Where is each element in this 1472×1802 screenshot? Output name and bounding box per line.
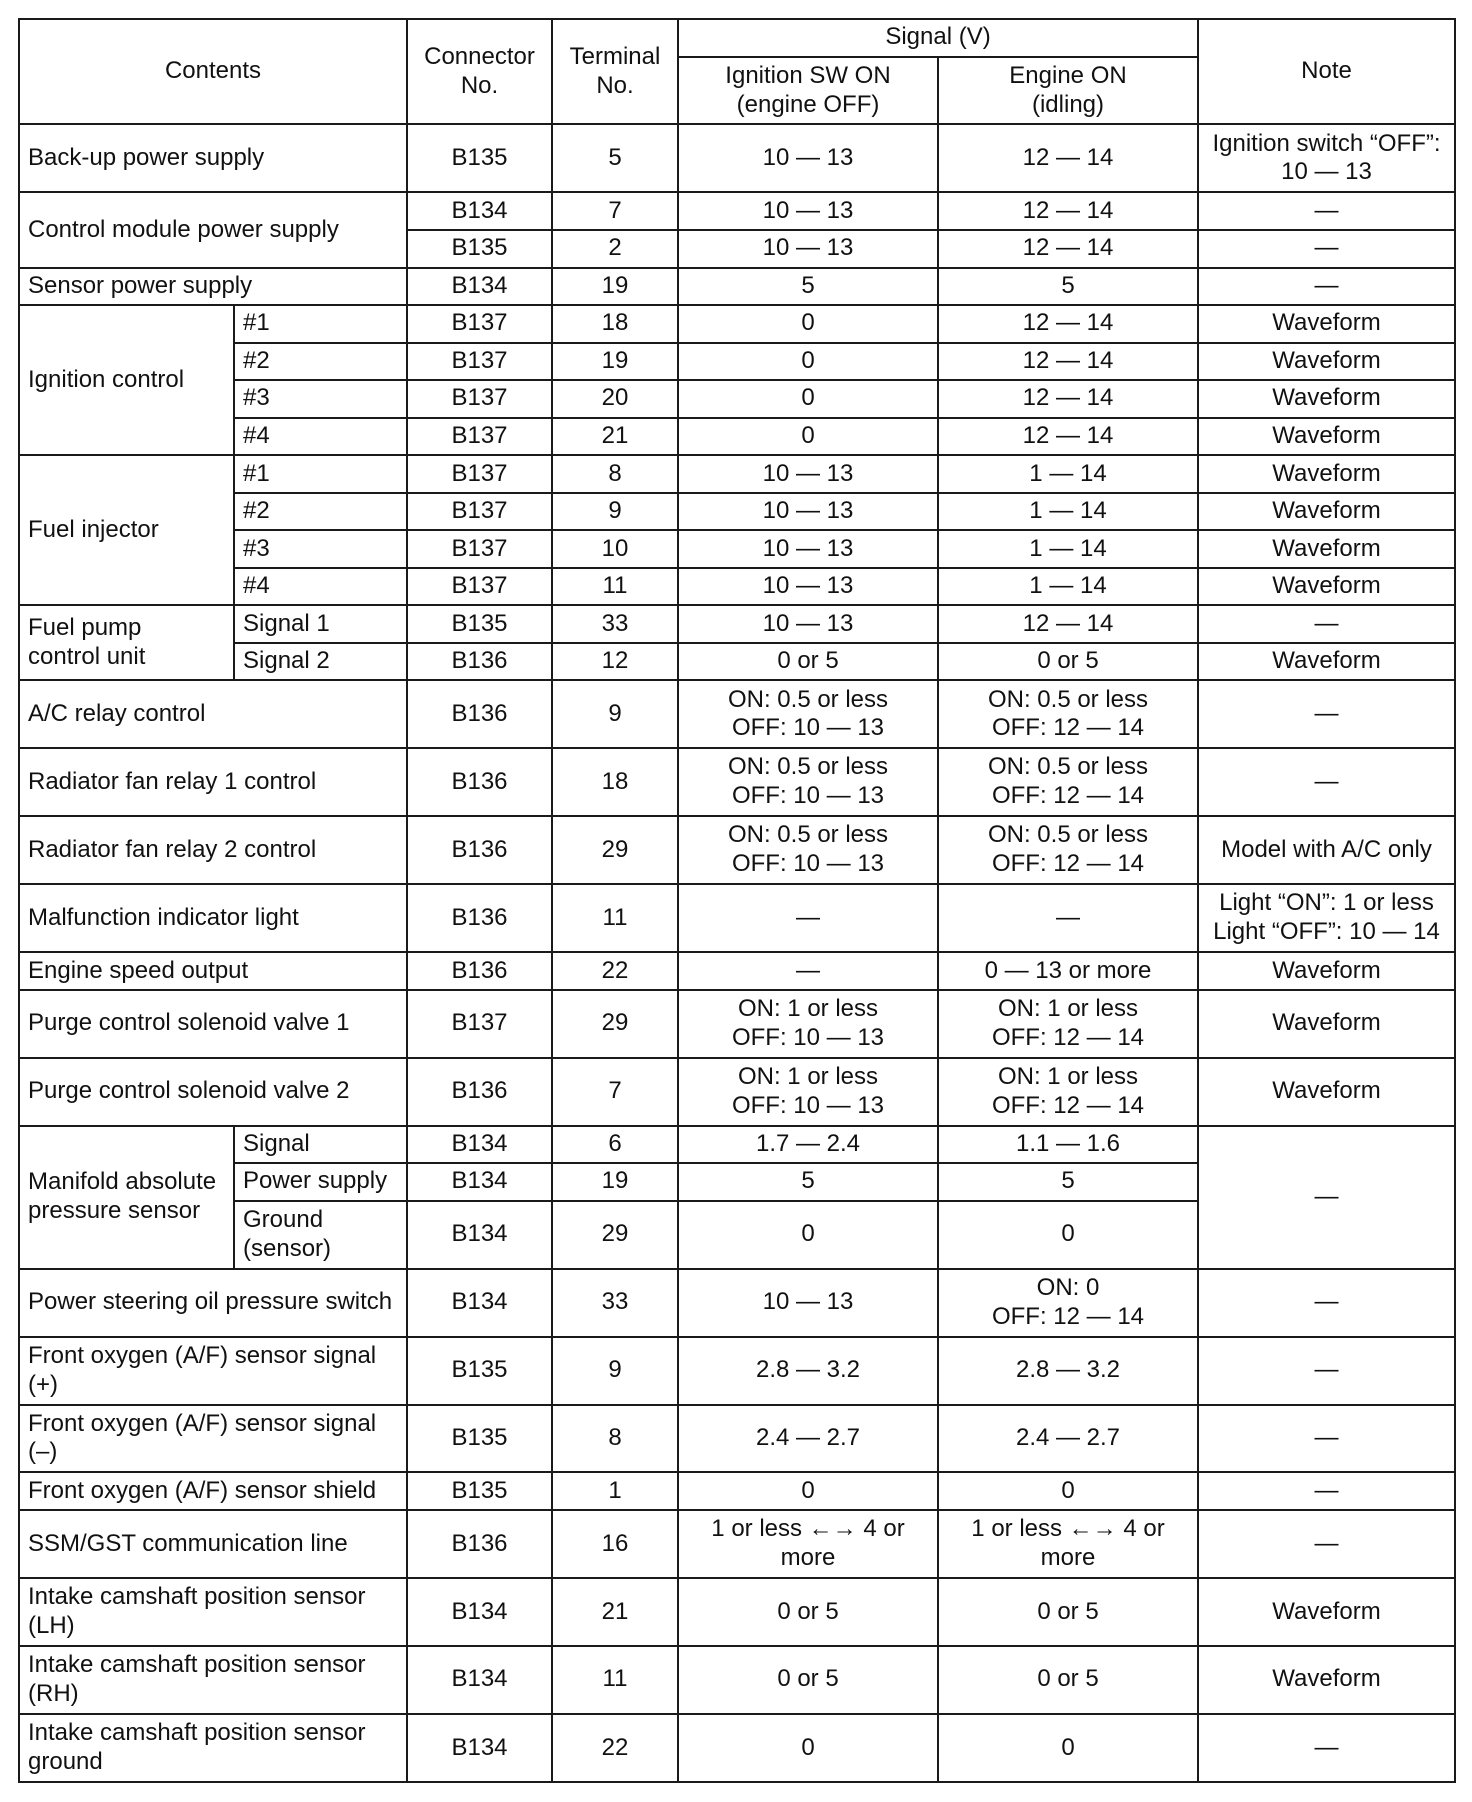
note: Waveform [1198, 343, 1455, 381]
table-row [19, 748, 1455, 816]
signal-engine-on: 12 — 14 [938, 124, 1198, 192]
table-row [19, 884, 1455, 952]
header-contents: Contents [19, 19, 407, 124]
terminal-no: 21 [552, 418, 678, 456]
header-note: Note [1198, 19, 1455, 124]
signal-ignition-on: ON: 0.5 or less OFF: 10 — 13 [678, 680, 938, 748]
note: — [1198, 268, 1455, 306]
note: Waveform [1198, 1578, 1455, 1646]
table-row [19, 952, 1455, 990]
table-row [19, 1714, 1455, 1782]
signal-engine-on: ON: 0.5 or less OFF: 12 — 14 [938, 748, 1198, 816]
connector-no: B137 [407, 568, 552, 606]
terminal-no: 11 [552, 568, 678, 606]
table-row [19, 1126, 1455, 1164]
note: — [1198, 1126, 1455, 1269]
table-row [19, 568, 1455, 606]
table-row [19, 418, 1455, 456]
sub-item: #3 [234, 380, 407, 418]
terminal-no: 21 [552, 1578, 678, 1646]
note: Model with A/C only [1198, 816, 1455, 884]
signal-ignition-on: ON: 0.5 or less OFF: 10 — 13 [678, 748, 938, 816]
signal-ignition-on: 10 — 13 [678, 230, 938, 268]
header-ignition-on: Ignition SW ON (engine OFF) [678, 57, 938, 125]
signal-ignition-on: 0 or 5 [678, 643, 938, 681]
terminal-no: 19 [552, 1163, 678, 1201]
row-contents: Front oxygen (A/F) sensor shield [19, 1472, 407, 1510]
terminal-no: 29 [552, 816, 678, 884]
terminal-no: 22 [552, 952, 678, 990]
table-row [19, 343, 1455, 381]
sub-item: #1 [234, 455, 407, 493]
note: Waveform [1198, 990, 1455, 1058]
note: — [1198, 230, 1455, 268]
note: — [1198, 680, 1455, 748]
signal-engine-on: 1 — 14 [938, 455, 1198, 493]
terminal-no: 19 [552, 343, 678, 381]
row-contents: Fuel pump control unit [19, 605, 234, 680]
table-row [19, 1578, 1455, 1646]
table-row [19, 680, 1455, 748]
terminal-no: 29 [552, 990, 678, 1058]
note: — [1198, 1714, 1455, 1782]
table-row [19, 192, 1455, 230]
terminal-no: 10 [552, 530, 678, 568]
sub-item: #4 [234, 418, 407, 456]
signal-engine-on: 12 — 14 [938, 192, 1198, 230]
table-row [19, 816, 1455, 884]
signal-engine-on: 12 — 14 [938, 230, 1198, 268]
table-row [19, 493, 1455, 531]
connector-no: B136 [407, 952, 552, 990]
connector-no: B135 [407, 1337, 552, 1405]
signal-ignition-on: 0 or 5 [678, 1646, 938, 1714]
connector-no: B135 [407, 230, 552, 268]
signal-engine-on: — [938, 884, 1198, 952]
sub-item: #4 [234, 568, 407, 606]
table-row [19, 530, 1455, 568]
signal-engine-on: 2.4 — 2.7 [938, 1405, 1198, 1473]
signal-ignition-on: 2.8 — 3.2 [678, 1337, 938, 1405]
sub-item: #3 [234, 530, 407, 568]
row-contents: Sensor power supply [19, 268, 407, 306]
terminal-no: 22 [552, 1714, 678, 1782]
sub-item: #2 [234, 493, 407, 531]
signal-engine-on: 0 [938, 1472, 1198, 1510]
connector-no: B136 [407, 748, 552, 816]
signal-engine-on: 1 or less ←→ 4 or more [938, 1510, 1198, 1578]
connector-no: B135 [407, 605, 552, 643]
signal-engine-on: 12 — 14 [938, 418, 1198, 456]
terminal-no: 18 [552, 305, 678, 343]
table-row [19, 1269, 1455, 1337]
row-contents: Manifold absolute pressure sensor [19, 1126, 234, 1269]
connector-no: B137 [407, 418, 552, 456]
table-row [19, 1058, 1455, 1126]
row-contents: Purge control solenoid valve 2 [19, 1058, 407, 1126]
sub-item: #1 [234, 305, 407, 343]
signal-ignition-on: 5 [678, 268, 938, 306]
terminal-no: 2 [552, 230, 678, 268]
note: Waveform [1198, 380, 1455, 418]
signal-ignition-on: 0 or 5 [678, 1578, 938, 1646]
connector-no: B136 [407, 1058, 552, 1126]
row-contents: Front oxygen (A/F) sensor signal (+) [19, 1337, 407, 1405]
note: Ignition switch “OFF”: 10 — 13 [1198, 124, 1455, 192]
terminal-no: 6 [552, 1126, 678, 1164]
connector-no: B137 [407, 305, 552, 343]
signal-ignition-on: 10 — 13 [678, 605, 938, 643]
note: Waveform [1198, 418, 1455, 456]
connector-no: B137 [407, 455, 552, 493]
row-contents: Intake camshaft position sensor ground [19, 1714, 407, 1782]
table-row [19, 455, 1455, 493]
terminal-no: 33 [552, 1269, 678, 1337]
row-contents: Power steering oil pressure switch [19, 1269, 407, 1337]
signal-engine-on: ON: 0.5 or less OFF: 12 — 14 [938, 680, 1198, 748]
note: Waveform [1198, 530, 1455, 568]
table-row [19, 124, 1455, 192]
note: Waveform [1198, 493, 1455, 531]
row-contents: Intake camshaft position sensor (LH) [19, 1578, 407, 1646]
connector-no: B134 [407, 192, 552, 230]
terminal-no: 16 [552, 1510, 678, 1578]
terminal-no: 11 [552, 1646, 678, 1714]
signal-engine-on: 0 [938, 1714, 1198, 1782]
terminal-no: 9 [552, 680, 678, 748]
signal-engine-on: 0 or 5 [938, 1646, 1198, 1714]
row-contents: Front oxygen (A/F) sensor signal (–) [19, 1405, 407, 1473]
table-row [19, 643, 1455, 681]
header-terminal: Terminal No. [552, 19, 678, 124]
connector-no: B135 [407, 1472, 552, 1510]
signal-engine-on: 12 — 14 [938, 305, 1198, 343]
header-engine-on: Engine ON (idling) [938, 57, 1198, 125]
connector-no: B134 [407, 268, 552, 306]
terminal-no: 8 [552, 1405, 678, 1473]
connector-no: B136 [407, 1510, 552, 1578]
connector-no: B134 [407, 1126, 552, 1164]
signal-ignition-on: 10 — 13 [678, 192, 938, 230]
signal-ignition-on: 10 — 13 [678, 455, 938, 493]
note: — [1198, 1337, 1455, 1405]
terminal-no: 7 [552, 192, 678, 230]
signal-engine-on: 12 — 14 [938, 605, 1198, 643]
connector-no: B134 [407, 1163, 552, 1201]
note: Waveform [1198, 643, 1455, 681]
note: — [1198, 192, 1455, 230]
signal-ignition-on: — [678, 884, 938, 952]
signal-ignition-on: 0 [678, 1714, 938, 1782]
signal-ignition-on: — [678, 952, 938, 990]
connector-no: B135 [407, 124, 552, 192]
signal-engine-on: 5 [938, 1163, 1198, 1201]
signal-ignition-on: ON: 1 or less OFF: 10 — 13 [678, 1058, 938, 1126]
signal-engine-on: ON: 1 or less OFF: 12 — 14 [938, 1058, 1198, 1126]
connector-no: B137 [407, 343, 552, 381]
signal-engine-on: ON: 0 OFF: 12 — 14 [938, 1269, 1198, 1337]
signal-ignition-on: 0 [678, 380, 938, 418]
signal-ignition-on: 10 — 13 [678, 568, 938, 606]
terminal-no: 11 [552, 884, 678, 952]
signal-engine-on: ON: 1 or less OFF: 12 — 14 [938, 990, 1198, 1058]
signal-ignition-on: 0 [678, 1201, 938, 1269]
sub-item: Power supply [234, 1163, 407, 1201]
connector-no: B137 [407, 530, 552, 568]
connector-no: B134 [407, 1646, 552, 1714]
terminal-no: 1 [552, 1472, 678, 1510]
signal-ignition-on: 0 [678, 1472, 938, 1510]
table-row [19, 305, 1455, 343]
signal-table [18, 18, 1456, 1783]
note: Waveform [1198, 952, 1455, 990]
terminal-no: 19 [552, 268, 678, 306]
connector-no: B137 [407, 493, 552, 531]
signal-ignition-on: 10 — 13 [678, 1269, 938, 1337]
signal-ignition-on: 0 [678, 418, 938, 456]
signal-ignition-on: 10 — 13 [678, 124, 938, 192]
connector-no: B134 [407, 1714, 552, 1782]
signal-ignition-on: ON: 1 or less OFF: 10 — 13 [678, 990, 938, 1058]
signal-engine-on: 12 — 14 [938, 380, 1198, 418]
note: Waveform [1198, 455, 1455, 493]
connector-no: B134 [407, 1269, 552, 1337]
signal-ignition-on: 0 [678, 305, 938, 343]
row-contents: Purge control solenoid valve 1 [19, 990, 407, 1058]
signal-engine-on: 5 [938, 268, 1198, 306]
signal-engine-on: 0 [938, 1201, 1198, 1269]
connector-no: B136 [407, 884, 552, 952]
table-row [19, 1646, 1455, 1714]
row-contents: SSM/GST communication line [19, 1510, 407, 1578]
terminal-no: 9 [552, 493, 678, 531]
row-contents: Engine speed output [19, 952, 407, 990]
row-contents: Radiator fan relay 2 control [19, 816, 407, 884]
row-contents: Intake camshaft position sensor (RH) [19, 1646, 407, 1714]
signal-ignition-on: 10 — 13 [678, 530, 938, 568]
note: — [1198, 1510, 1455, 1578]
signal-engine-on: 1 — 14 [938, 493, 1198, 531]
sub-item: Signal 2 [234, 643, 407, 681]
connector-no: B134 [407, 1201, 552, 1269]
terminal-no: 18 [552, 748, 678, 816]
signal-engine-on: 2.8 — 3.2 [938, 1337, 1198, 1405]
note: Waveform [1198, 1058, 1455, 1126]
sub-item: Signal 1 [234, 605, 407, 643]
table-row [19, 380, 1455, 418]
connector-no: B137 [407, 380, 552, 418]
signal-ignition-on: 0 [678, 343, 938, 381]
connector-no: B136 [407, 680, 552, 748]
terminal-no: 9 [552, 1337, 678, 1405]
signal-engine-on: 1 — 14 [938, 530, 1198, 568]
note: — [1198, 1405, 1455, 1473]
note: Waveform [1198, 1646, 1455, 1714]
row-contents: Ignition control [19, 305, 234, 455]
terminal-no: 7 [552, 1058, 678, 1126]
connector-no: B134 [407, 1578, 552, 1646]
note: — [1198, 1269, 1455, 1337]
row-contents: Radiator fan relay 1 control [19, 748, 407, 816]
row-contents: Back-up power supply [19, 124, 407, 192]
note: Light “ON”: 1 or less Light “OFF”: 10 — 14 [1198, 884, 1455, 952]
signal-ignition-on: 10 — 13 [678, 493, 938, 531]
connector-no: B135 [407, 1405, 552, 1473]
note: — [1198, 1472, 1455, 1510]
signal-ignition-on: 2.4 — 2.7 [678, 1405, 938, 1473]
note: — [1198, 748, 1455, 816]
connector-no: B137 [407, 990, 552, 1058]
sub-item: Ground (sensor) [234, 1201, 407, 1269]
header-signal: Signal (V) [678, 19, 1198, 57]
connector-no: B136 [407, 643, 552, 681]
row-contents: Control module power supply [19, 192, 407, 267]
signal-engine-on: 12 — 14 [938, 343, 1198, 381]
terminal-no: 5 [552, 124, 678, 192]
table-row [19, 268, 1455, 306]
row-contents: Fuel injector [19, 455, 234, 605]
terminal-no: 20 [552, 380, 678, 418]
sub-item: Signal [234, 1126, 407, 1164]
terminal-no: 29 [552, 1201, 678, 1269]
note: Waveform [1198, 305, 1455, 343]
signal-engine-on: 1.1 — 1.6 [938, 1126, 1198, 1164]
terminal-no: 12 [552, 643, 678, 681]
header-connector: Connector No. [407, 19, 552, 124]
signal-ignition-on: ON: 0.5 or less OFF: 10 — 13 [678, 816, 938, 884]
sub-item: #2 [234, 343, 407, 381]
table-row [19, 990, 1455, 1058]
terminal-no: 8 [552, 455, 678, 493]
table-row [19, 1472, 1455, 1510]
signal-ignition-on: 1 or less ←→ 4 or more [678, 1510, 938, 1578]
signal-engine-on: 0 or 5 [938, 1578, 1198, 1646]
header-row-1 [19, 19, 1455, 57]
signal-engine-on: 0 — 13 or more [938, 952, 1198, 990]
note: — [1198, 605, 1455, 643]
signal-engine-on: 1 — 14 [938, 568, 1198, 606]
signal-ignition-on: 5 [678, 1163, 938, 1201]
signal-ignition-on: 1.7 — 2.4 [678, 1126, 938, 1164]
table-row [19, 605, 1455, 643]
signal-engine-on: ON: 0.5 or less OFF: 12 — 14 [938, 816, 1198, 884]
signal-engine-on: 0 or 5 [938, 643, 1198, 681]
table-row [19, 1405, 1455, 1473]
table-row [19, 1337, 1455, 1405]
row-contents: A/C relay control [19, 680, 407, 748]
row-contents: Malfunction indicator light [19, 884, 407, 952]
note: Waveform [1198, 568, 1455, 606]
connector-no: B136 [407, 816, 552, 884]
terminal-no: 33 [552, 605, 678, 643]
table-row [19, 1510, 1455, 1578]
